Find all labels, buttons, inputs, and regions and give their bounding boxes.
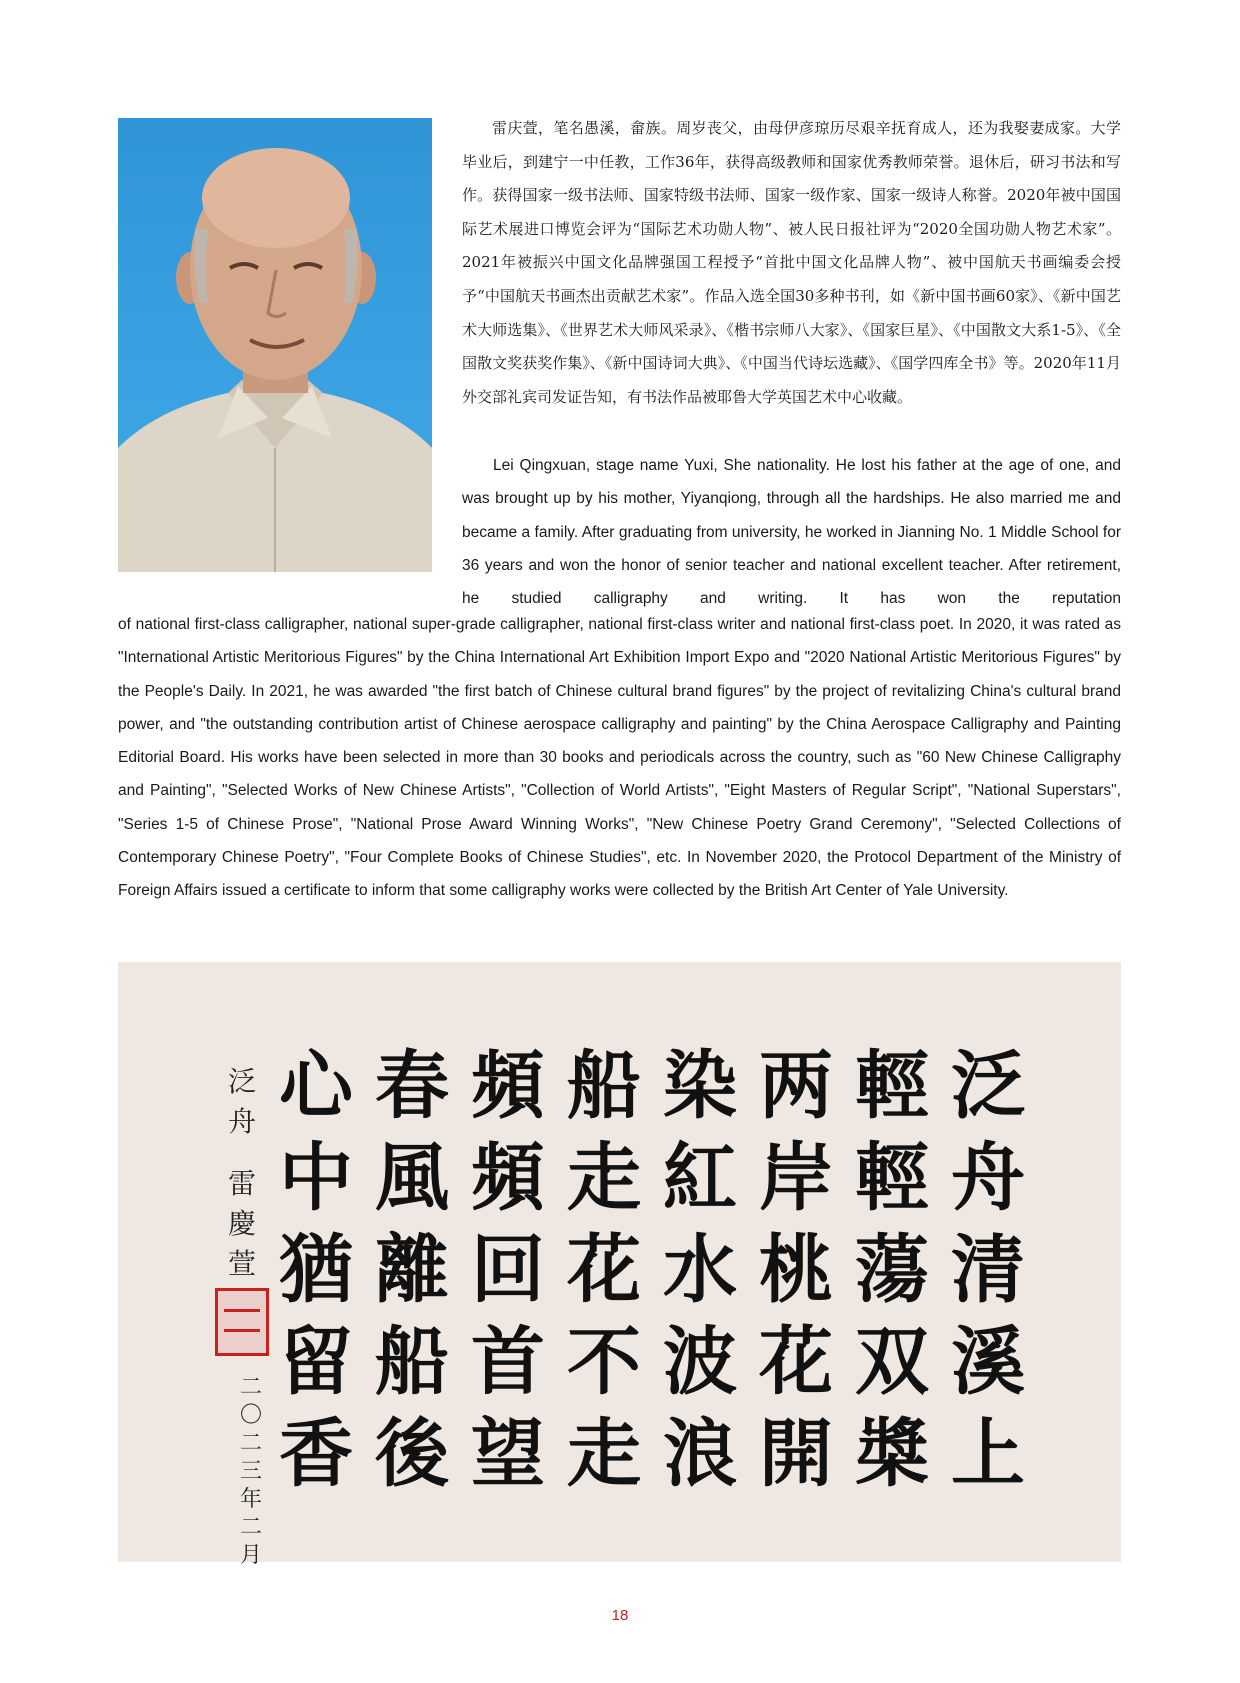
bio-chinese: 雷庆萱，笔名愚溪，畲族。周岁丧父，由母伊彦琼历尽艰辛抚育成人，还为我娶妻成家。大学毕业后，到建宁一中任教，工作36年，获得高级教师和国家优秀教师荣誉。退休后，研习书法和写作。获得国家一级书法师、国家特级书法师、国家一级作家、国家一级诗人称誉。2020年被中国国际艺术展进口博览会评为“国际艺术功勋人物”、被人民日报社评为“2020全国功勋人物艺术家”。2021年被振兴中国文化品牌强国工程授予“首批中国文化品牌人物”、被中国航天书画编委会授予“中国航天书画杰出贡献艺术家”。作品入选全国30多种书刊，如《新中国书画60家》、《新中国艺术大师选集》、《世界艺术大师风采录》、《楷书宗师八大家》、《国家巨星》、《中国散文大系1-5》、《全国散文奖获奖作集》、《新中国诗词大典》、《中国当代诗坛选藏》、《国学四库全书》等。2020年11月外交部礼宾司发证告知，有书法作品被耶鲁大学英国艺术中心收藏。: [462, 119, 1121, 406]
poem-column: [369, 1040, 455, 1500]
poem-char: 輕: [855, 1043, 929, 1129]
poem-char: 頻: [471, 1043, 545, 1129]
date-char: 〇: [239, 1403, 262, 1428]
inscription-char: 萱: [227, 1247, 256, 1280]
date-char: 年: [239, 1487, 262, 1512]
poem-column: [273, 1040, 359, 1500]
inscription-char: 舟: [227, 1105, 256, 1138]
red-seal-stamp: [215, 1288, 269, 1356]
poem-char: 两: [759, 1043, 833, 1129]
poem-char: 猶: [279, 1227, 353, 1313]
poem-char: 走: [567, 1411, 641, 1497]
poem-char: 染: [663, 1043, 737, 1129]
date-char: 二: [239, 1515, 262, 1540]
poem-char: 船: [567, 1043, 641, 1129]
poem-char: 双: [855, 1319, 929, 1405]
poem-char: 望: [471, 1411, 545, 1497]
poem-char: 波: [663, 1319, 737, 1405]
calligraphy-artwork: [118, 962, 1121, 1568]
calligraphy-poem: [273, 1040, 1031, 1500]
poem-char: 中: [279, 1135, 353, 1221]
poem-char: 回: [471, 1227, 545, 1313]
poem-char: 頻: [471, 1135, 545, 1221]
poem-char: 船: [375, 1319, 449, 1405]
inscription-char: 慶: [227, 1207, 256, 1240]
date-char: 月: [239, 1543, 262, 1568]
signature-inscription: [222, 1062, 262, 1360]
poem-char: 輕: [855, 1135, 929, 1221]
poem-char: 槳: [855, 1411, 929, 1497]
poem-char: 岸: [759, 1135, 833, 1221]
poem-char: 心: [279, 1043, 353, 1129]
poem-char: 紅: [663, 1135, 737, 1221]
date-char: 二: [239, 1375, 262, 1400]
poem-char: 留: [279, 1319, 353, 1405]
poem-char: 後: [375, 1411, 449, 1497]
date-char: 三: [239, 1459, 262, 1484]
poem-char: 浪: [663, 1411, 737, 1497]
poem-char: 走: [567, 1135, 641, 1221]
poem-column: [945, 1040, 1031, 1500]
poem-char: 花: [567, 1227, 641, 1313]
poem-char: 上: [951, 1411, 1025, 1497]
poem-char: 香: [279, 1411, 353, 1497]
poem-column: [849, 1040, 935, 1500]
portrait-photo: [118, 118, 432, 572]
poem-char: 泛: [951, 1043, 1025, 1129]
poem-char: 風: [375, 1135, 449, 1221]
poem-char: 清: [951, 1227, 1025, 1313]
poem-char: 春: [375, 1043, 449, 1129]
poem-column: [753, 1040, 839, 1500]
poem-column: [657, 1040, 743, 1500]
poem-char: 不: [567, 1319, 641, 1405]
poem-char: 水: [663, 1227, 737, 1313]
poem-column: [561, 1040, 647, 1500]
poem-column: [465, 1040, 551, 1500]
bio-english-part2: of national first-class calligrapher, national super-grade calligrapher, national first-class writer and national first-class poet. In 2020, it was rated as "International Artistic Meritorious Figures" by the China International Art Exhibition Import Expo and "2020 National Artistic Meritorious Figures" by the People's Daily. In 2021, he was awarded "the first batch of Chinese cultural brand figures" by the project of revitalizing China's cultural brand power, and "the outstanding contribution artist of Chinese aerospace calligraphy and painting" by the China Aerospace Calligraphy and Painting Editorial Board. His works have been selected in more than 30 books and periodicals across the country, such as "60 New Chinese Calligraphy and Painting", "Selected Works of New Chinese Artists", "Collection of World Artists", "Eight Masters of Regular Script", "National Superstars", "Series 1-5 of Chinese Prose", "National Prose Award Winning Works", "New Chinese Poetry Grand Ceremony", "Selected Collections of Contemporary Chinese Poetry", "Four Complete Books of Chinese Studies", etc. In November 2020, the Protocol Department of the Ministry of Foreign Affairs issued a certificate to inform that some calligraphy works were collected by the British Art Center of Yale University.: [118, 616, 1121, 900]
poem-char: 花: [759, 1319, 833, 1405]
inscription-char: 泛: [227, 1065, 256, 1098]
poem-char: 溪: [951, 1319, 1025, 1405]
bio-english-part1: Lei Qingxuan, stage name Yuxi, She nationality. He lost his father at the age of one, and was brought up by his mother, Yiyanqiong, through all the hardships. He also married me and became a family. After graduating from university, he worked in Jianning No. 1 Middle School for 36 years and won the honor of senior teacher and national excellent teacher. After retirement, he studied calligraphy and writing. It has won the reputation: [462, 457, 1121, 608]
poem-char: 離: [375, 1227, 449, 1313]
inscription-date: [236, 1374, 266, 1570]
poem-char: 首: [471, 1319, 545, 1405]
inscription-char: 雷: [227, 1167, 256, 1200]
poem-char: 蕩: [855, 1227, 929, 1313]
poem-char: 桃: [759, 1227, 833, 1313]
date-char: 二: [239, 1431, 262, 1456]
page-number: 18: [611, 1607, 629, 1624]
poem-char: 開: [759, 1411, 833, 1497]
poem-char: 舟: [951, 1135, 1025, 1221]
